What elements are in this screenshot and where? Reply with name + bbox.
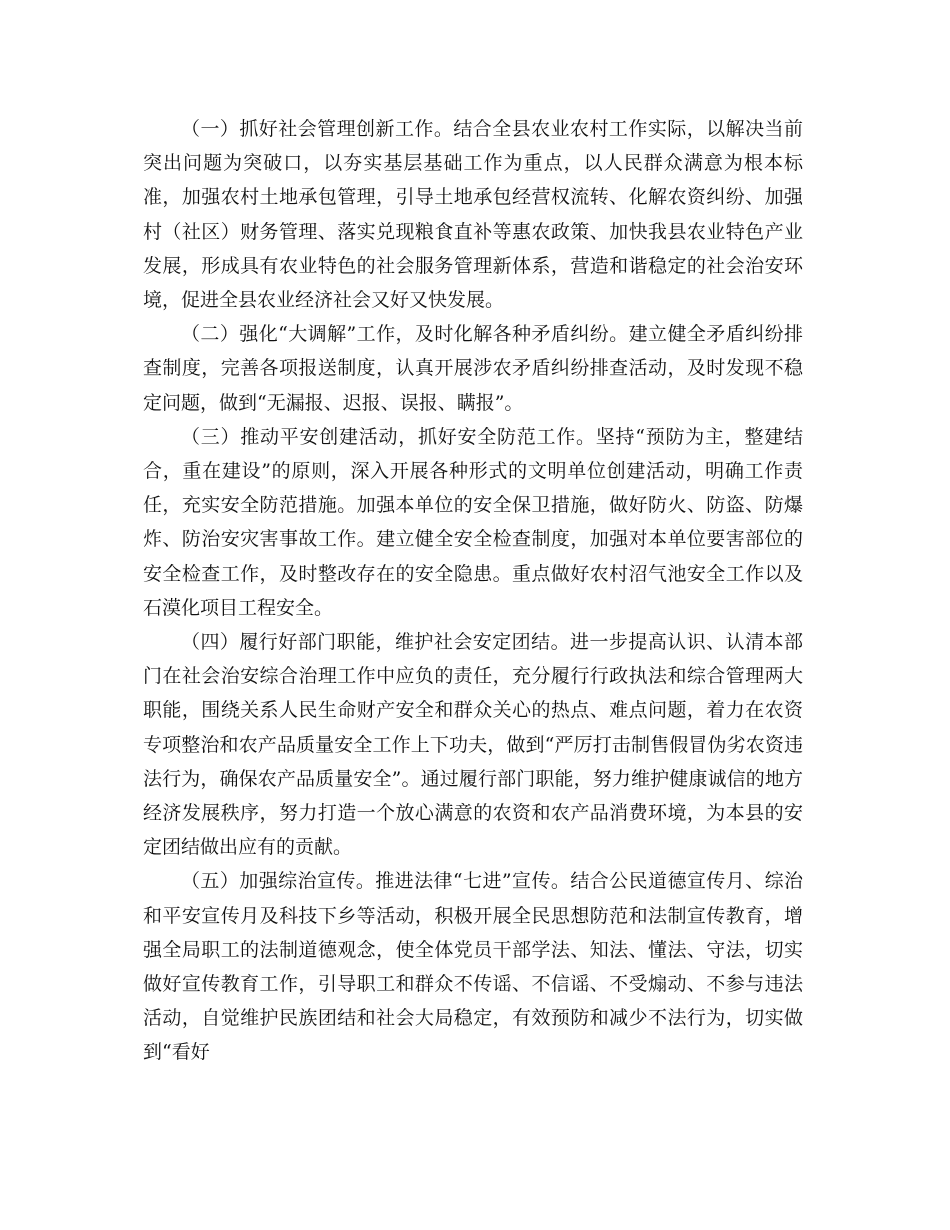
paragraph-1: （一）抓好社会管理创新工作。结合全县农业农村工作实际，以解决当前突出问题为突破口，以夯实基层基础工作为重点，以人民群众满意为根本标准，加强农村土地承包管理，引导土地承包经营权流转、化解农资纠纷、加强村（社区）财务管理、落实兑现粮食直补等惠农政策、加快我县农业特色产业发展，形成具有农业特色的社会服务管理新体系，营造和谐稳定的社会治安环境，促进全县农业经济社会又好又快发展。 [143,118,803,312]
paragraph-2: （二）强化“大调解”工作，及时化解各种矛盾纠纷。建立健全矛盾纠纷排查制度，完善各项报送制度，认真开展涉农矛盾纠纷排查活动，及时发现不稳定问题，做到“无漏报、迟报、误报、瞒报”。 [143,323,803,414]
document-body [143,112,803,1070]
paragraph-5: （五）加强综治宣传。推进法律“七进”宣传。结合公民道德宣传月、综治和平安宣传月及科技下乡等活动，积极开展全民思想防范和法制宣传教育，增强全局职工的法制道德观念，使全体党员干部学法、知法、懂法、守法，切实做好宣传教育工作，引导职工和群众不传谣、不信谣、不受煽动、不参与违法活动，自觉维护民族团结和社会大局稳定，有效预防和减少不法行为，切实做到“看好 [143,870,803,1064]
paragraph-3: （三）推动平安创建活动，抓好安全防范工作。坚持“预防为主，整建结合，重在建设”的原则，深入开展各种形式的文明单位创建活动，明确工作责任，充实安全防范措施。加强本单位的安全保卫措施，做好防火、防盗、防爆炸、防治安灾害事故工作。建立健全安全检查制度，加强对本单位要害部位的安全检查工作，及时整改存在的安全隐患。重点做好农村沼气池安全工作以及石漠化项目工程安全。 [143,425,803,619]
paragraph-4: （四）履行好部门职能，维护社会安定团结。进一步提高认识、认清本部门在社会治安综合治理工作中应负的责任，充分履行行政执法和综合管理两大职能，围绕关系人民生命财产安全和群众关心的热点、难点问题，着力在农资专项整治和农产品质量安全工作上下功夫，做到“严厉打击制售假冒伪劣农资违法行为，确保农产品质量安全”。通过履行部门职能，努力维护健康诚信的地方经济发展秩序，努力打造一个放心满意的农资和农产品消费环境，为本县的安定团结做出应有的贡献。 [143,631,803,859]
